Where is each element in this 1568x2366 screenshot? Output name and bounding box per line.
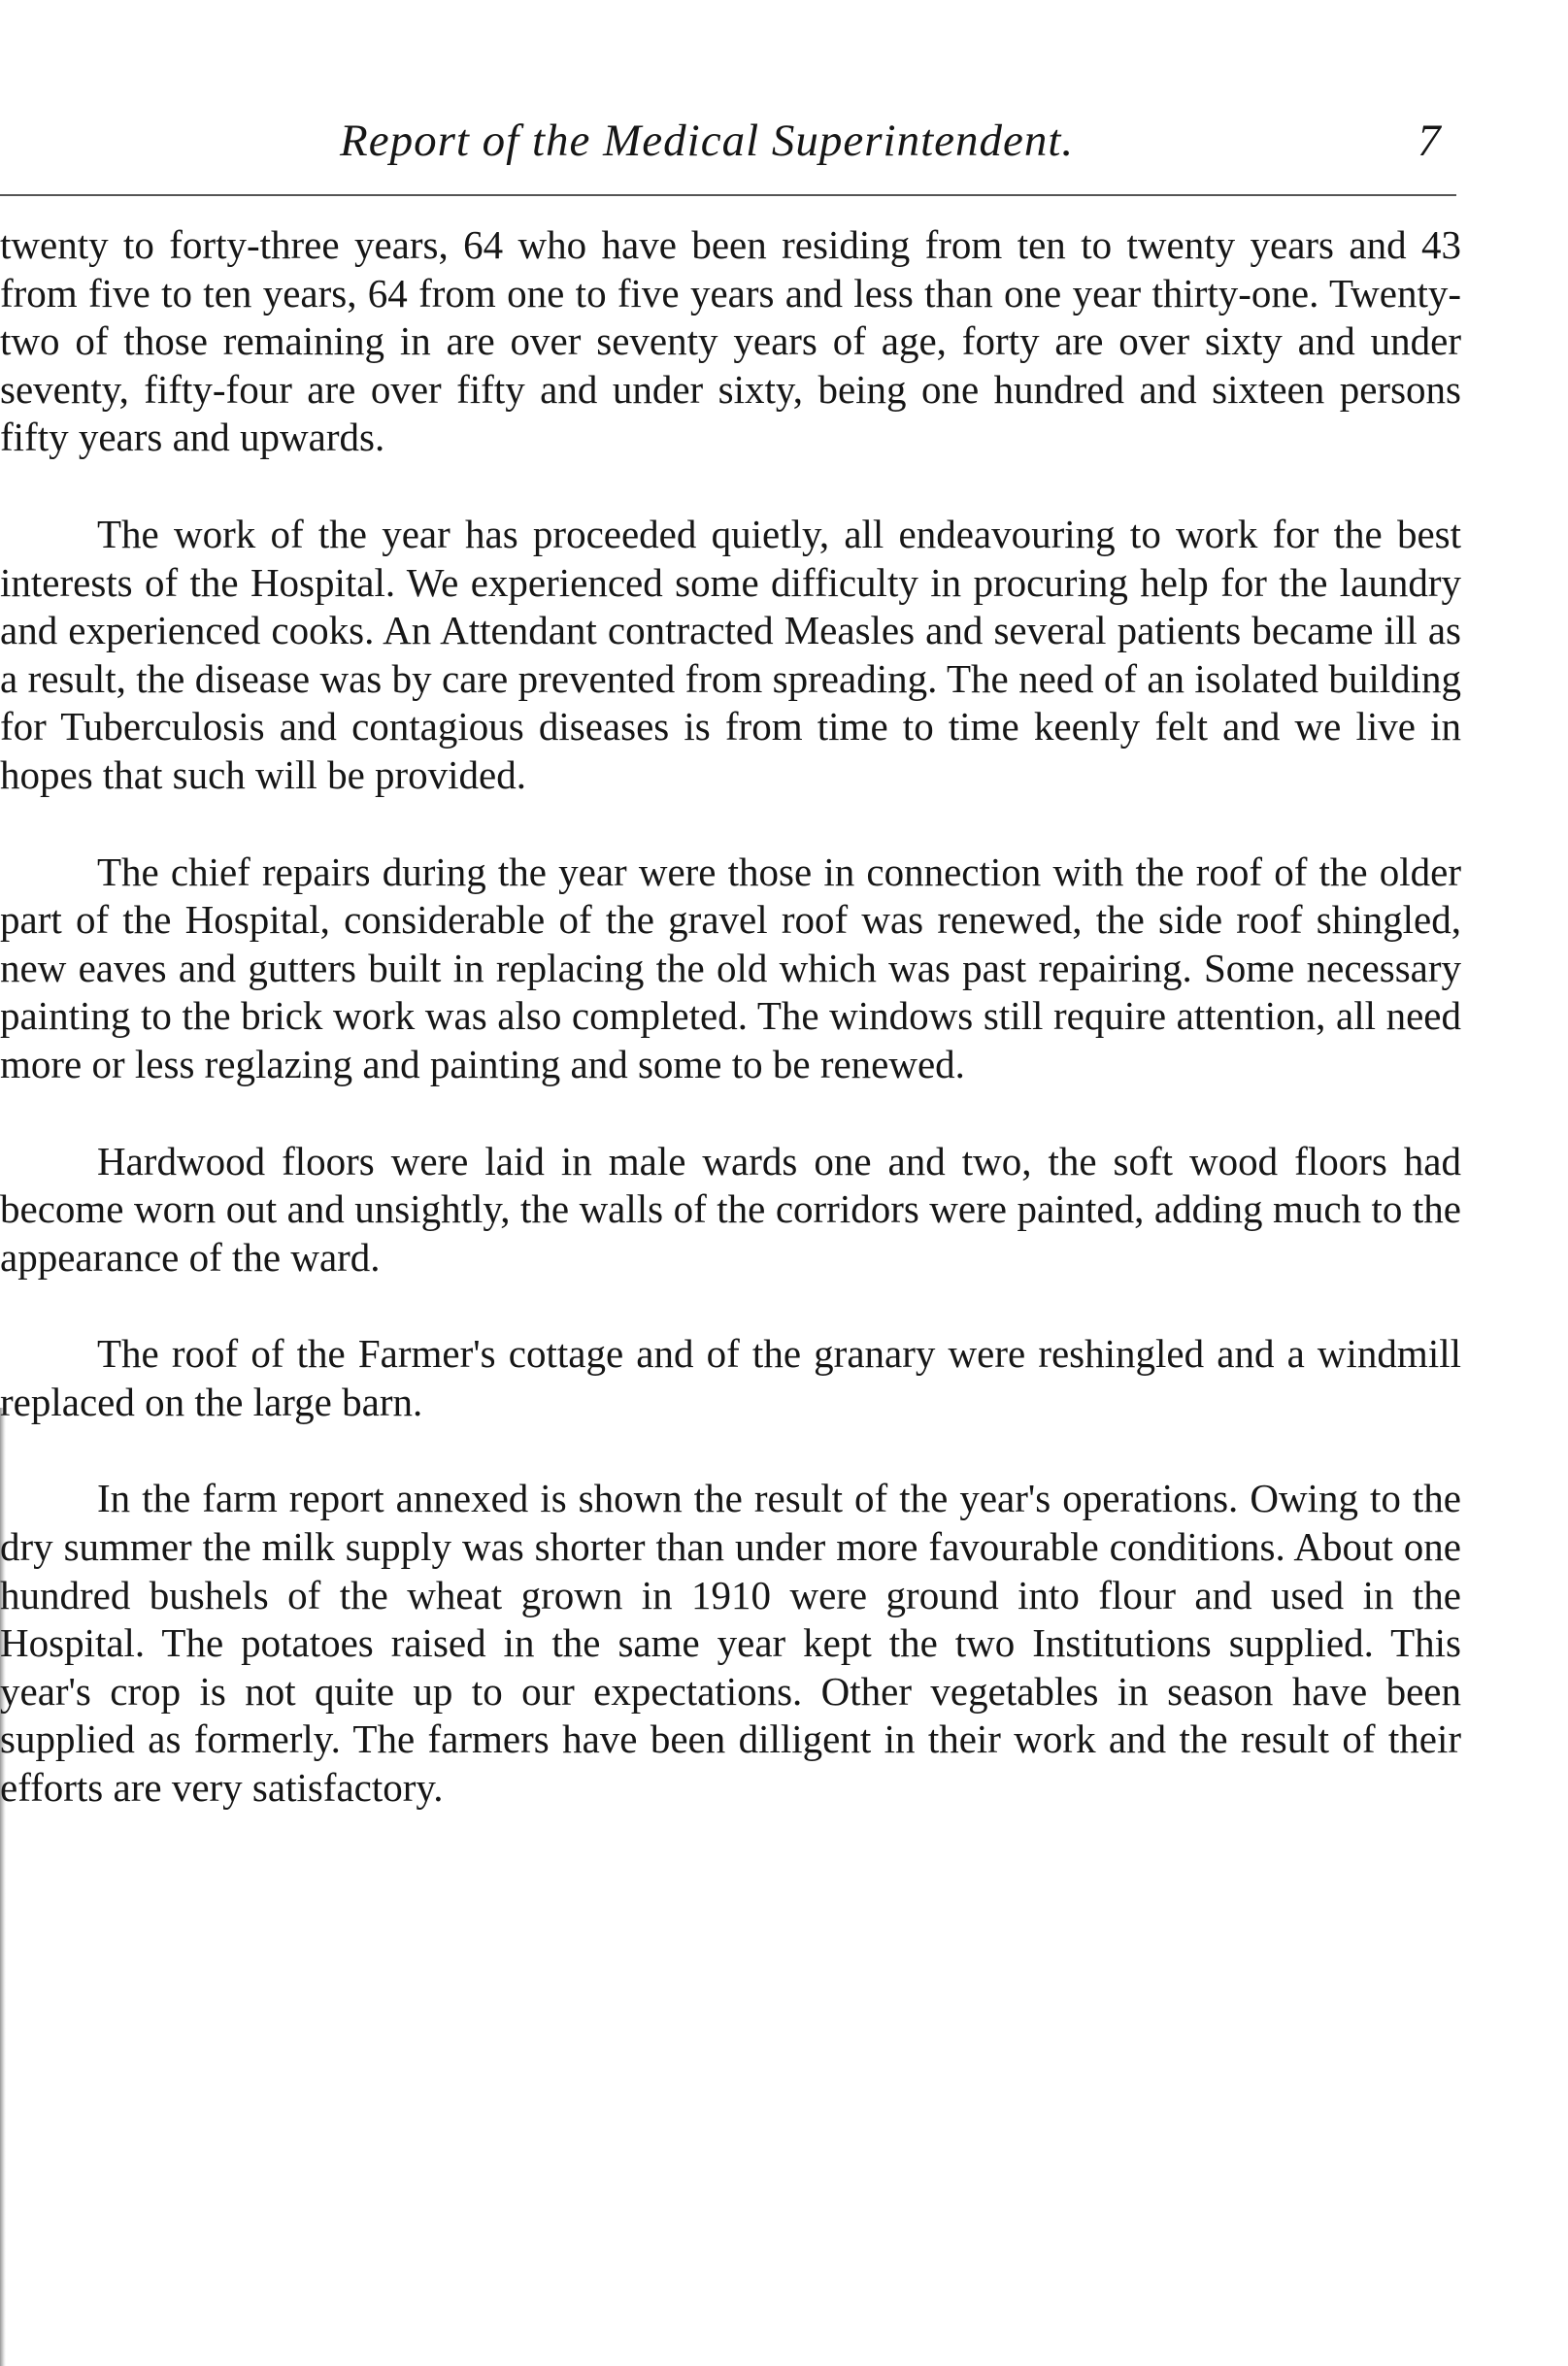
paragraph-hardwood-floors: Hardwood floors were laid in male wards one and two, the soft wood floors had become worn out and unsightly, the walls of the corridors were painted, adding much to the appearance of the ward. [0,1138,1461,1280]
header-rule [0,194,1456,196]
paragraph-farmers-cottage: The roof of the Farmer's cottage and of the granary were reshingled and a windmill replaced on the large barn. [0,1331,1461,1424]
paragraph-work-of-year: The work of the year has proceeded quietly, all endeavouring to work for the best interests of the Hospital. We experienced some difficulty in procuring help for the laundry and experienced cooks. An Attendant contracted Measles and several patients became ill as a result, the disease was by care prevented from spreading. The need of an isolated building for Tuberculosis and contagious diseases is from time to time keenly felt and we live in hopes that such will be provided. [0,511,1461,797]
paragraph-farm-report: In the farm report annexed is shown the result of the year's operations. Owing to the dry summer the milk supply was shorter than under more favourable conditions. About one hundred bushels of the wheat grown in 1910 were ground into flour and used in the Hospital. The potatoes raised in the same year kept the two Institutions supplied. This year's crop is not quite up to our expectations. Other vegetables in season have been supplied as formerly. The farmers have been dilligent in their work and the result of their efforts are very satisfactory. [0,1476,1461,1811]
body-text [0,221,1461,1813]
page-number: 7 [1418,116,1441,166]
paragraph-continued: twenty to forty-three years, 64 who have been residing from ten to twenty years and 43 from five to ten years, 64 from one to five years and less than one year thirty-one. Twenty-two of those remaining in are over seventy years of age, forty are over sixty and under seventy, fifty-four are over fifty and under sixty, being one hundred and sixteen persons fifty years and upwards. [0,222,1461,460]
paragraph-repairs: The chief repairs during the year were those in connection with the roof of the older part of the Hospital, considerable of the gravel roof was renewed, the side roof shingled, new eaves and gutters built in replacing the old which was past repairing. Some necessary painting to the brick work was also completed. The windows still require attention, all need more or less reglazing and painting and some to be renewed. [0,849,1461,1086]
page-header [0,115,1568,183]
running-head: Report of the Medical Superintendent. [340,116,1075,166]
